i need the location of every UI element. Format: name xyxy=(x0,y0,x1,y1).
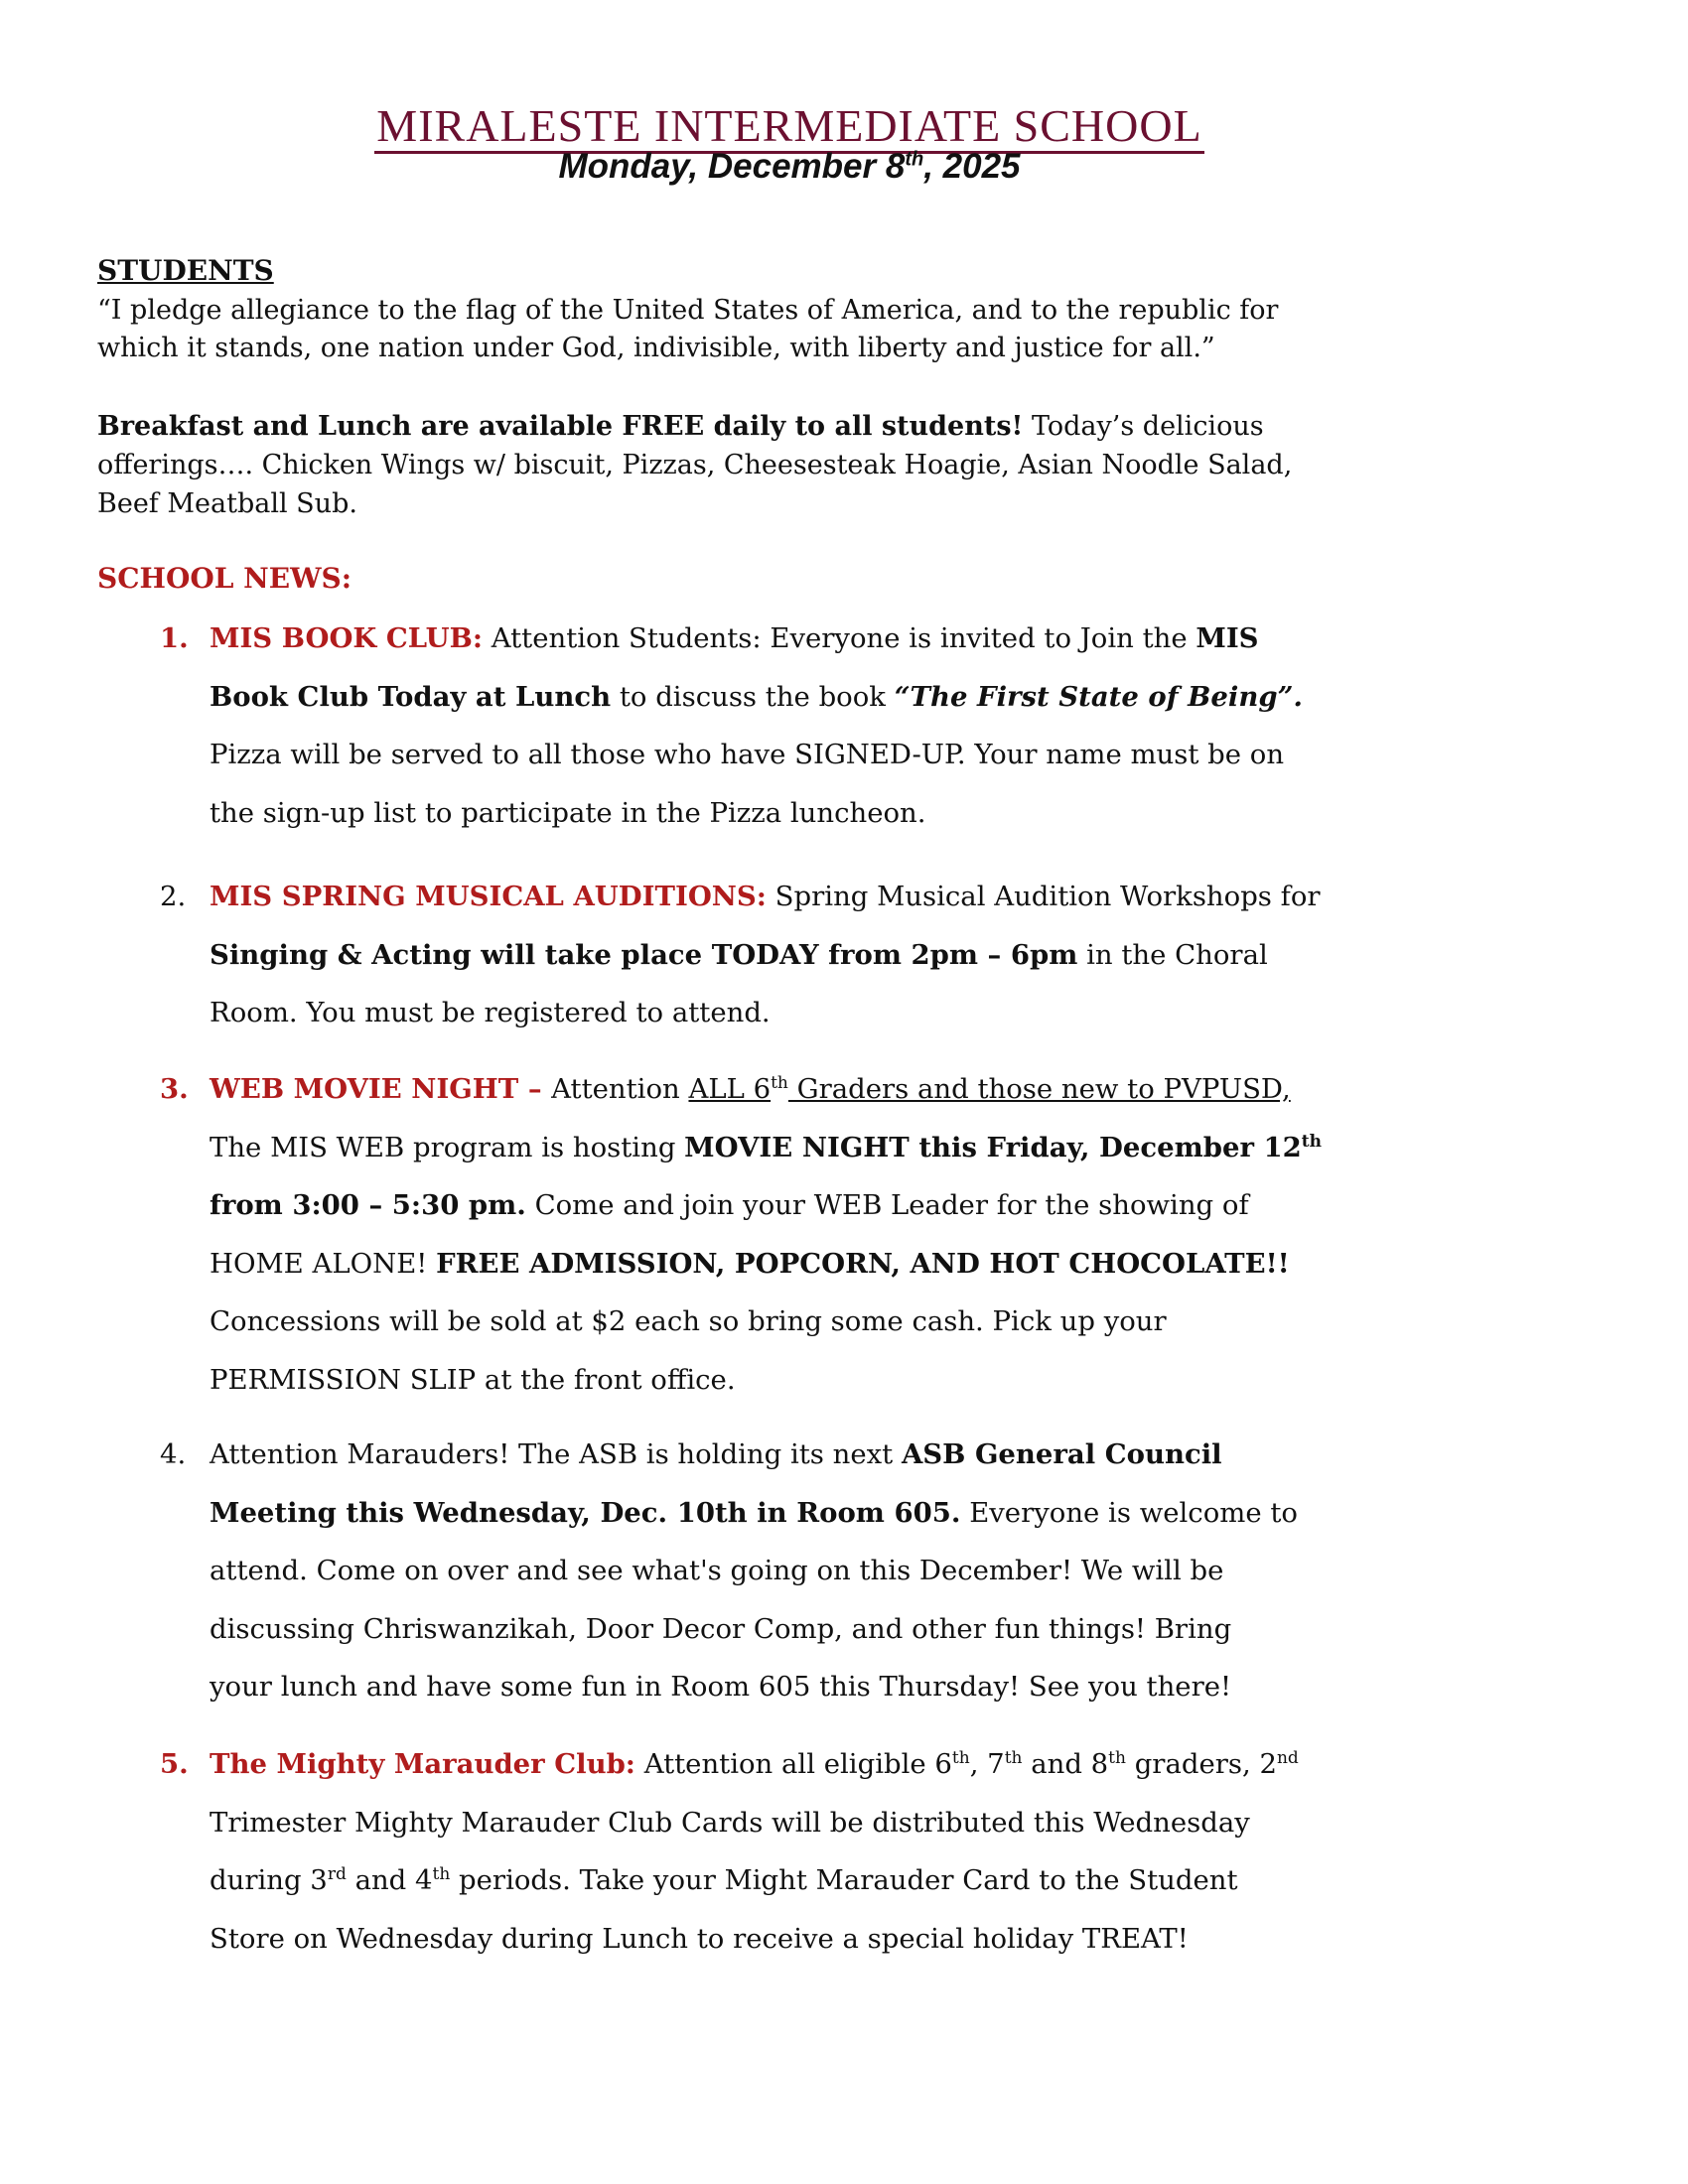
text-segment: which it stands, one nation under God, indivisible, with liberty and justice for all.” xyxy=(97,333,1215,363)
text-segment: rd xyxy=(327,1863,347,1884)
students-heading: STUDENTS xyxy=(97,254,274,287)
text-segment: periods. Take your Might Marauder Card to the Student xyxy=(450,1864,1238,1896)
text-segment: Everyone is welcome to xyxy=(960,1496,1298,1529)
text-segment: to discuss the book xyxy=(611,680,895,713)
text-segment: Breakfast and Lunch are available FREE daily to all students! xyxy=(97,411,1024,442)
item-number: 2. xyxy=(160,881,187,912)
date-suffix: th xyxy=(905,148,924,171)
text-segment: Singing & Acting will take place TODAY from 2pm – 6pm xyxy=(210,938,1078,971)
text-line xyxy=(210,726,1303,784)
text-segment: th xyxy=(432,1863,451,1884)
item-number: 4. xyxy=(160,1438,187,1470)
text-segment: Store on Wednesday during Lunch to receive a special holiday TREAT! xyxy=(210,1922,1189,1955)
text-line xyxy=(210,1119,1322,1177)
text-segment: Today’s delicious xyxy=(1023,411,1264,442)
text-segment: Attention Students: Everyone is invited to Join the xyxy=(482,622,1196,654)
text-line xyxy=(210,1600,1298,1659)
text-segment: HOME ALONE! xyxy=(210,1247,437,1280)
text-segment: the sign-up list to participate in the Pizza luncheon. xyxy=(210,796,926,829)
text-segment: Graders and those new to PVPUSD, xyxy=(787,1073,1291,1105)
text-line xyxy=(210,1235,1322,1294)
text-line xyxy=(97,484,1292,523)
text-segment: attend. Come on over and see what's going on this December! We will be xyxy=(210,1555,1224,1586)
text-segment: and 8 xyxy=(1022,1748,1109,1780)
text-line xyxy=(210,868,1321,926)
text-segment: ALL 6 xyxy=(688,1073,772,1105)
news-item-4 xyxy=(160,1426,1298,1716)
text-segment: offerings…. Chicken Wings w/ biscuit, Pizzas, Cheesesteak Hoagie, Asian Noodle Salad, xyxy=(97,450,1293,480)
text-segment: discussing Chriswanzikah, Door Decor Comp, and other fun things! Bring xyxy=(210,1612,1232,1645)
date-text: Monday, December 8 xyxy=(558,147,906,186)
text-line xyxy=(210,1658,1298,1716)
text-segment: Trimester Mighty Marauder Club Cards will be distributed this Wednesday xyxy=(210,1806,1250,1839)
text-segment: nd xyxy=(1276,1747,1299,1768)
news-item-title: MIS BOOK CLUB: xyxy=(210,622,483,654)
text-segment: Beef Meatball Sub. xyxy=(97,488,357,519)
item-number: 1. xyxy=(160,622,189,654)
news-item-title: MIS SPRING MUSICAL AUDITIONS: xyxy=(210,881,767,912)
text-segment: Pizza will be served to all those who have SIGNED-UP. Your name must be on xyxy=(210,739,1285,770)
text-line xyxy=(210,926,1321,985)
pledge-paragraph xyxy=(97,292,1278,367)
text-segment: during 3 xyxy=(210,1864,328,1896)
text-line xyxy=(210,1351,1322,1410)
text-line xyxy=(97,446,1292,484)
text-line xyxy=(97,407,1292,446)
text-segment: FREE ADMISSION, POPCORN, AND HOT CHOCOLATE!! xyxy=(436,1247,1290,1280)
news-item-2 xyxy=(160,868,1321,1042)
text-segment: Attention all eligible 6 xyxy=(634,1748,952,1780)
text-segment: in the Choral xyxy=(1077,938,1268,971)
text-segment: and 4 xyxy=(346,1864,433,1896)
text-segment: PERMISSION SLIP at the front office. xyxy=(210,1363,736,1396)
news-item-title: The Mighty Marauder Club: xyxy=(210,1748,635,1780)
school-title xyxy=(0,99,1579,152)
text-segment: Meeting this Wednesday, Dec. 10th in Room 605. xyxy=(210,1496,961,1529)
text-segment: th xyxy=(1301,1131,1323,1152)
text-segment: “I pledge allegiance to the flag of the United States of America, and to the republic for xyxy=(97,295,1279,326)
text-line xyxy=(210,1735,1299,1794)
item-number: 5. xyxy=(160,1748,189,1780)
date xyxy=(0,147,1579,187)
text-segment: th xyxy=(951,1747,970,1768)
text-segment: Attention xyxy=(551,1073,689,1105)
item-number: 3. xyxy=(160,1073,189,1105)
text-line xyxy=(210,1851,1299,1910)
text-segment: from 3:00 – 5:30 pm. xyxy=(210,1189,526,1221)
date-year: , 2025 xyxy=(923,147,1021,186)
text-line xyxy=(210,1293,1322,1351)
text-segment: The MIS WEB program is hosting xyxy=(210,1131,685,1163)
text-segment: graders, 2 xyxy=(1125,1748,1277,1780)
text-segment: ASB General Council xyxy=(901,1438,1222,1470)
news-item-5 xyxy=(160,1735,1299,1968)
text-segment: your lunch and have some fun in Room 605 this Thursday! See you there! xyxy=(210,1671,1232,1703)
text-segment: Room. You must be registered to attend. xyxy=(210,997,771,1028)
text-segment: th xyxy=(771,1072,788,1093)
text-line xyxy=(210,784,1303,843)
text-segment: Spring Musical Audition Workshops for xyxy=(766,881,1321,912)
breakfast-paragraph xyxy=(97,407,1292,523)
text-line xyxy=(210,1426,1298,1484)
text-segment: , 7 xyxy=(969,1748,1005,1780)
text-segment: th xyxy=(1004,1747,1023,1768)
text-line xyxy=(210,1176,1322,1235)
text-line xyxy=(210,610,1303,668)
text-line xyxy=(97,330,1278,367)
text-line xyxy=(210,1910,1299,1969)
text-segment: Attention Marauders! The ASB is holding its next xyxy=(210,1438,902,1470)
text-line xyxy=(210,984,1321,1042)
text-segment: “The First State of Being”. xyxy=(894,680,1303,713)
school-news-heading: SCHOOL NEWS: xyxy=(97,562,352,595)
text-segment: Concessions will be sold at $2 each so bring some cash. Pick up your xyxy=(210,1305,1167,1337)
news-item-1 xyxy=(160,610,1303,842)
news-item-3 xyxy=(160,1060,1323,1409)
text-line xyxy=(210,668,1303,727)
text-line xyxy=(210,1542,1298,1600)
text-segment: Book Club Today at Lunch xyxy=(210,680,612,713)
text-segment: MIS xyxy=(1196,622,1259,654)
text-segment: Come and join your WEB Leader for the showing of xyxy=(525,1189,1249,1221)
text-line xyxy=(97,292,1278,330)
news-item-title: WEB MOVIE NIGHT – xyxy=(210,1073,552,1105)
text-line xyxy=(210,1794,1299,1852)
text-line xyxy=(210,1060,1322,1119)
text-segment: MOVIE NIGHT this Friday, December 12 xyxy=(684,1131,1302,1163)
text-segment: th xyxy=(1108,1747,1126,1768)
school-name: MIRALESTE INTERMEDIATE SCHOOL xyxy=(374,100,1203,154)
text-line xyxy=(210,1484,1298,1543)
